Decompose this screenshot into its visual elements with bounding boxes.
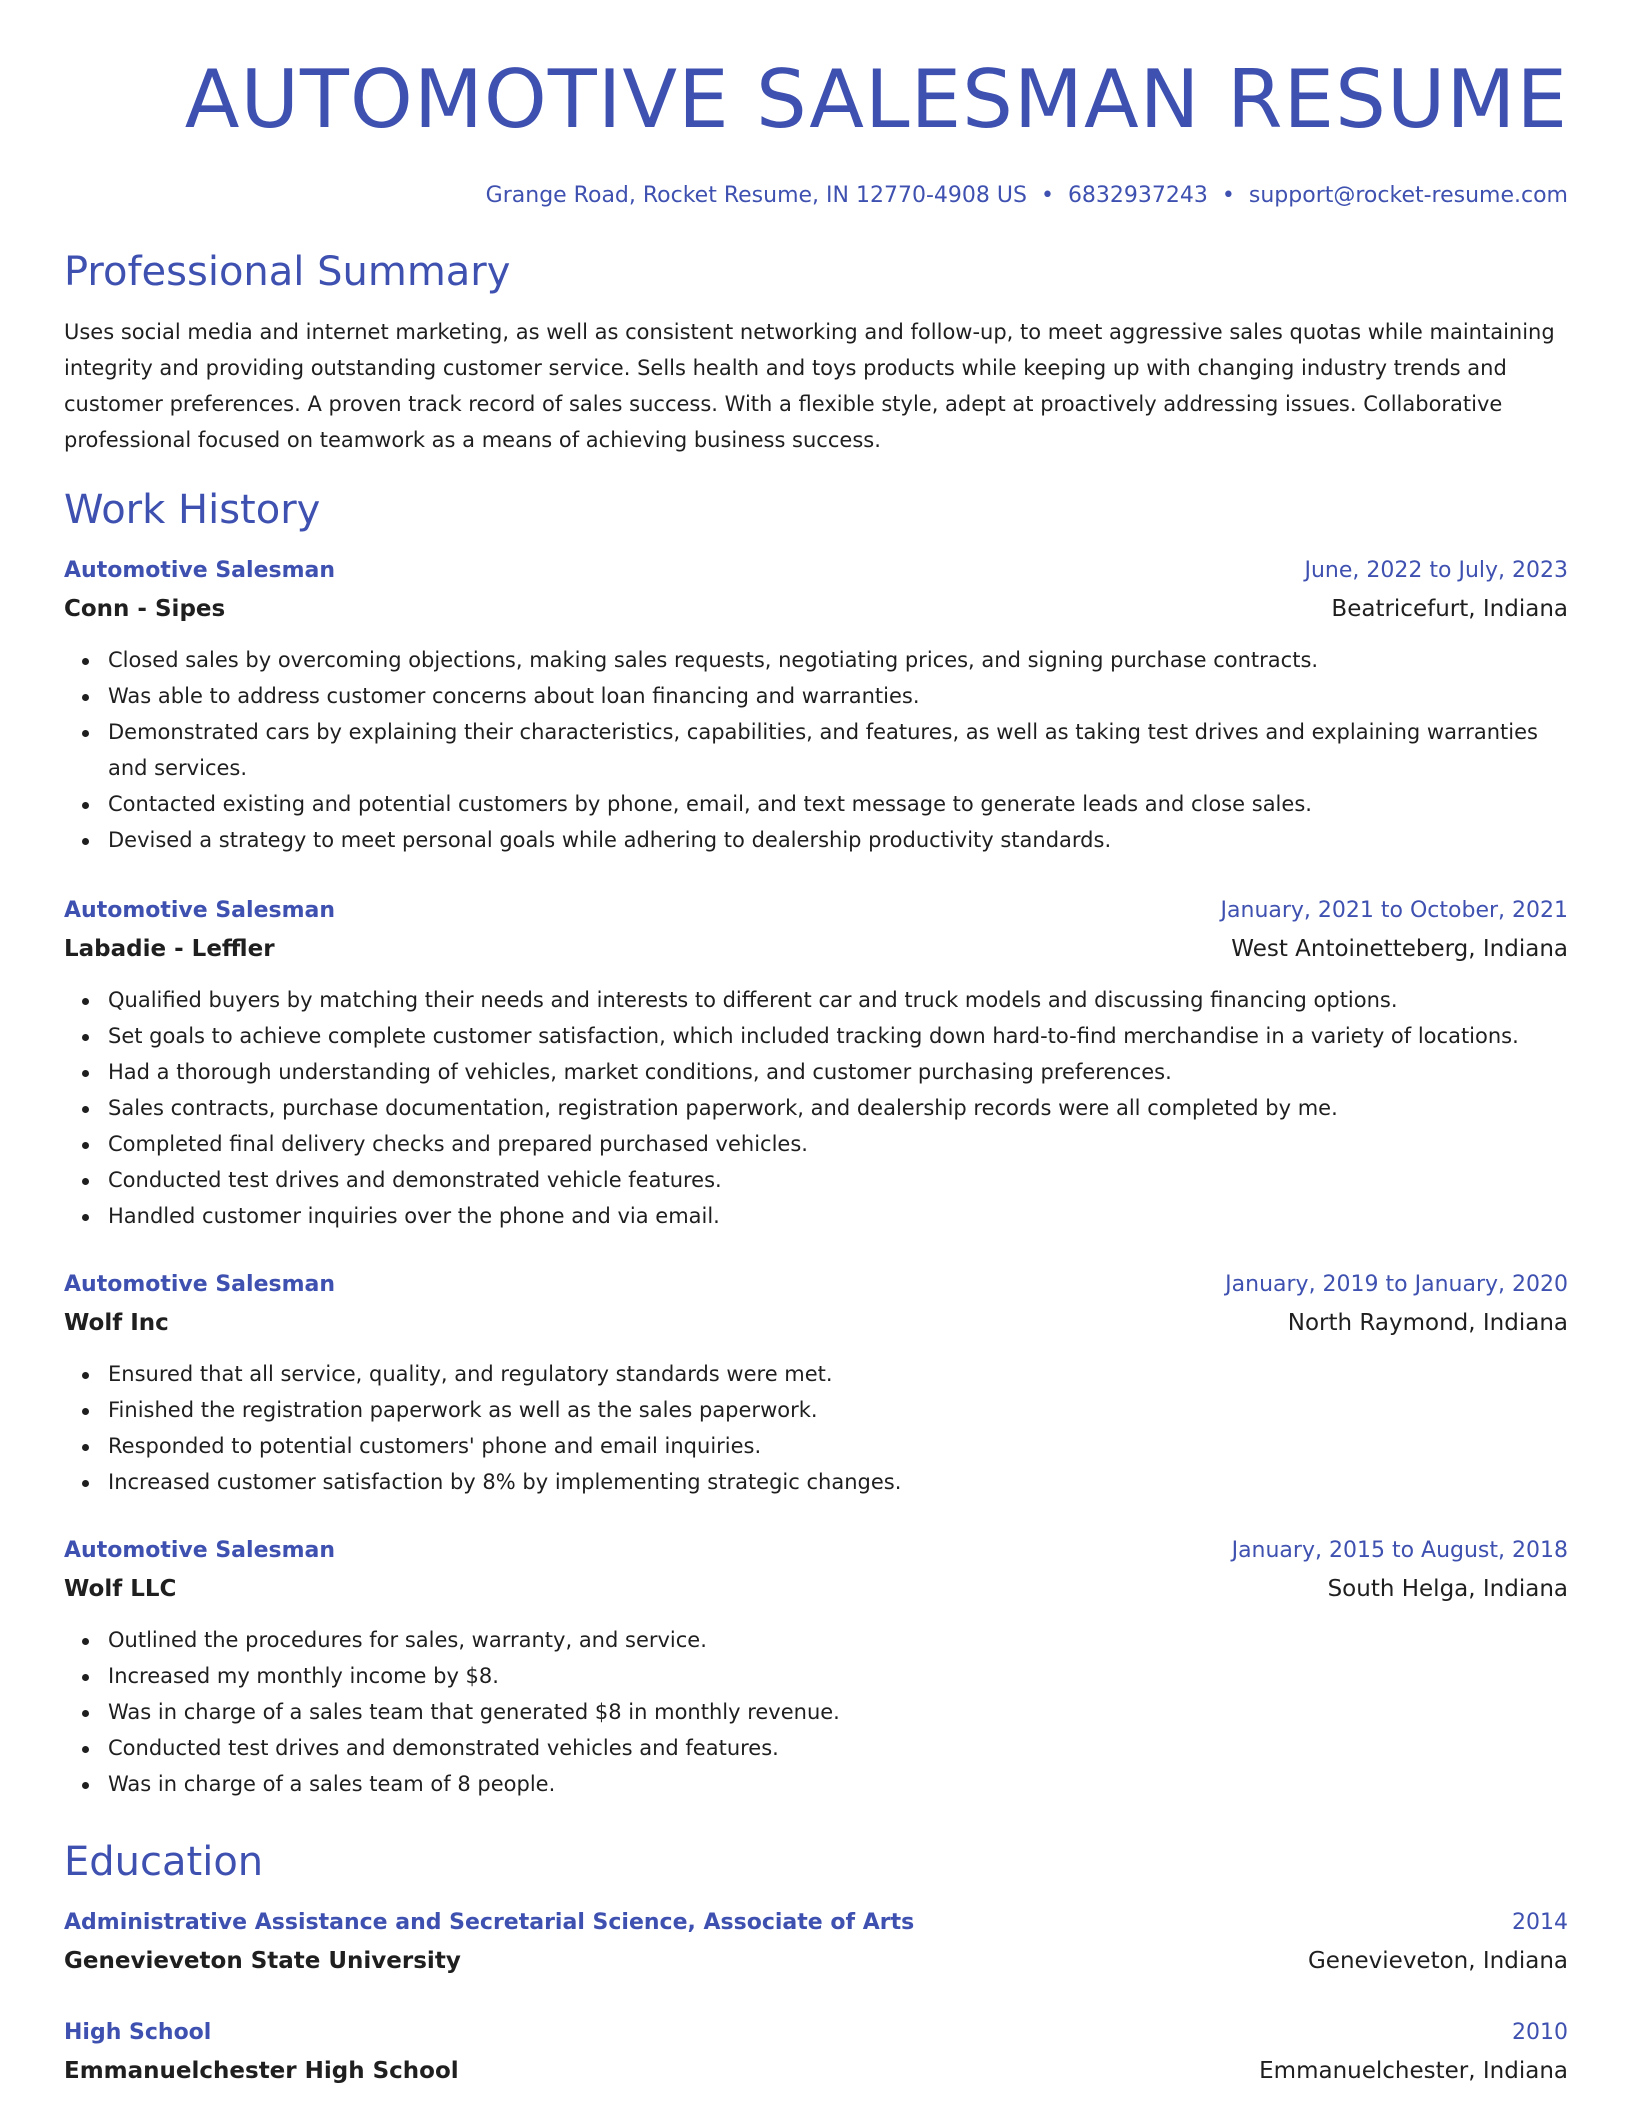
job-company: Conn - Sipes bbox=[64, 596, 226, 622]
education-year: 2014 bbox=[1512, 1910, 1568, 1935]
summary-heading: Professional Summary bbox=[64, 249, 511, 295]
list-item: Sales contracts, purchase documentation, registration paperwork, and dealership records were all completed by me. bbox=[108, 1090, 1568, 1126]
job-company: Wolf LLC bbox=[64, 1576, 177, 1602]
education-school-row bbox=[64, 1946, 1568, 1976]
list-item: Was in charge of a sales team of 8 people. bbox=[108, 1766, 1568, 1802]
list-item: Completed final delivery checks and prepared purchased vehicles. bbox=[108, 1126, 1568, 1162]
job-company-row bbox=[64, 594, 1568, 624]
list-item: Was able to address customer concerns about loan financing and warranties. bbox=[108, 678, 1568, 714]
job-header-row bbox=[64, 1270, 1568, 1300]
list-item: Set goals to achieve complete customer satisfaction, which included tracking down hard-to-find merchandise in a variety of locations. bbox=[108, 1018, 1568, 1054]
job-entry bbox=[64, 1536, 1568, 1802]
education-location: Emmanuelchester, Indiana bbox=[1259, 2058, 1568, 2084]
job-dates: June, 2022 to July, 2023 bbox=[1304, 558, 1568, 583]
job-dates: January, 2019 to January, 2020 bbox=[1225, 1272, 1568, 1297]
list-item: Outlined the procedures for sales, warranty, and service. bbox=[108, 1622, 1568, 1658]
education-degree: High School bbox=[64, 2020, 212, 2045]
list-item: Qualified buyers by matching their needs and interests to different car and truck models and discussing financing options. bbox=[108, 982, 1568, 1018]
list-item: Responded to potential customers' phone and email inquiries. bbox=[108, 1428, 1568, 1464]
job-header-row bbox=[64, 556, 1568, 586]
job-header-row bbox=[64, 1536, 1568, 1566]
education-header-row bbox=[64, 2018, 1568, 2048]
contact-separator: • bbox=[1040, 183, 1054, 208]
job-bullets bbox=[64, 1622, 1568, 1802]
list-item: Ensured that all service, quality, and regulatory standards were met. bbox=[108, 1356, 1568, 1392]
education-school: Genevieveton State University bbox=[64, 1948, 461, 1974]
job-title: Automotive Salesman bbox=[64, 898, 336, 923]
list-item: Demonstrated cars by explaining their characteristics, capabilities, and features, as well as taking test drives and explaining warranties and services. bbox=[108, 714, 1568, 786]
job-bullets bbox=[64, 1356, 1568, 1500]
list-item: Conducted test drives and demonstrated vehicles and features. bbox=[108, 1730, 1568, 1766]
education-entry bbox=[64, 2018, 1568, 2086]
list-item: Devised a strategy to meet personal goals while adhering to dealership productivity standards. bbox=[108, 822, 1568, 858]
list-item: Conducted test drives and demonstrated vehicle features. bbox=[108, 1162, 1568, 1198]
contact-line bbox=[64, 182, 1568, 210]
education-school: Emmanuelchester High School bbox=[64, 2058, 459, 2084]
job-location: Beatricefurt, Indiana bbox=[1331, 596, 1568, 622]
job-location: North Raymond, Indiana bbox=[1287, 1310, 1568, 1336]
job-entry bbox=[64, 556, 1568, 858]
summary-text: Uses social media and internet marketing, as well as consistent networking and follow-up, to meet aggressive sales quotas while maintaining integrity and providing outstanding customer service. Sells health and toys products while keeping up with changing industry trends and customer preferences. A proven track record of sales success. With a flexible style, adept at proactively addressing issues. Collaborative professional focused on teamwork as a means of achieving business success. bbox=[64, 320, 1555, 452]
list-item: Handled customer inquiries over the phone and via email. bbox=[108, 1198, 1568, 1234]
job-bullets bbox=[64, 642, 1568, 858]
job-location: South Helga, Indiana bbox=[1327, 1576, 1568, 1602]
education-school-row bbox=[64, 2056, 1568, 2086]
list-item: Had a thorough understanding of vehicles, market conditions, and customer purchasing preferences. bbox=[108, 1054, 1568, 1090]
job-location: West Antoinetteberg, Indiana bbox=[1231, 936, 1568, 962]
contact-separator: • bbox=[1221, 183, 1235, 208]
education-header-row bbox=[64, 1908, 1568, 1938]
education-degree: Administrative Assistance and Secretarial Science, Associate of Arts bbox=[64, 1910, 915, 1935]
work-history-heading: Work History bbox=[64, 487, 321, 533]
list-item: Finished the registration paperwork as well as the sales paperwork. bbox=[108, 1392, 1568, 1428]
resume-title: AUTOMOTIVE SALESMAN RESUME bbox=[184, 53, 1568, 146]
job-entry bbox=[64, 1270, 1568, 1500]
education-year: 2010 bbox=[1512, 2020, 1568, 2045]
job-title: Automotive Salesman bbox=[64, 1538, 336, 1563]
education-heading: Education bbox=[64, 1839, 264, 1885]
education-location: Genevieveton, Indiana bbox=[1307, 1948, 1568, 1974]
job-company: Labadie - Leffler bbox=[64, 936, 275, 962]
contact-address: Grange Road, Rocket Resume, IN 12770-4908 US bbox=[485, 183, 1027, 208]
list-item: Was in charge of a sales team that generated $8 in monthly revenue. bbox=[108, 1694, 1568, 1730]
job-dates: January, 2021 to October, 2021 bbox=[1220, 898, 1568, 923]
job-company: Wolf Inc bbox=[64, 1310, 169, 1336]
job-entry bbox=[64, 896, 1568, 1234]
contact-phone: 6832937243 bbox=[1067, 183, 1208, 208]
job-bullets bbox=[64, 982, 1568, 1234]
job-company-row bbox=[64, 934, 1568, 964]
job-title: Automotive Salesman bbox=[64, 1272, 336, 1297]
education-entry bbox=[64, 1908, 1568, 1976]
list-item: Closed sales by overcoming objections, making sales requests, negotiating prices, and signing purchase contracts. bbox=[108, 642, 1568, 678]
job-header-row bbox=[64, 896, 1568, 926]
list-item: Increased my monthly income by $8. bbox=[108, 1658, 1568, 1694]
job-company-row bbox=[64, 1574, 1568, 1604]
list-item: Contacted existing and potential customers by phone, email, and text message to generate leads and close sales. bbox=[108, 786, 1568, 822]
list-item: Increased customer satisfaction by 8% by implementing strategic changes. bbox=[108, 1464, 1568, 1500]
job-company-row bbox=[64, 1308, 1568, 1338]
job-dates: January, 2015 to August, 2018 bbox=[1231, 1538, 1568, 1563]
job-title: Automotive Salesman bbox=[64, 558, 336, 583]
contact-email[interactable]: support@rocket-resume.com bbox=[1248, 183, 1568, 208]
